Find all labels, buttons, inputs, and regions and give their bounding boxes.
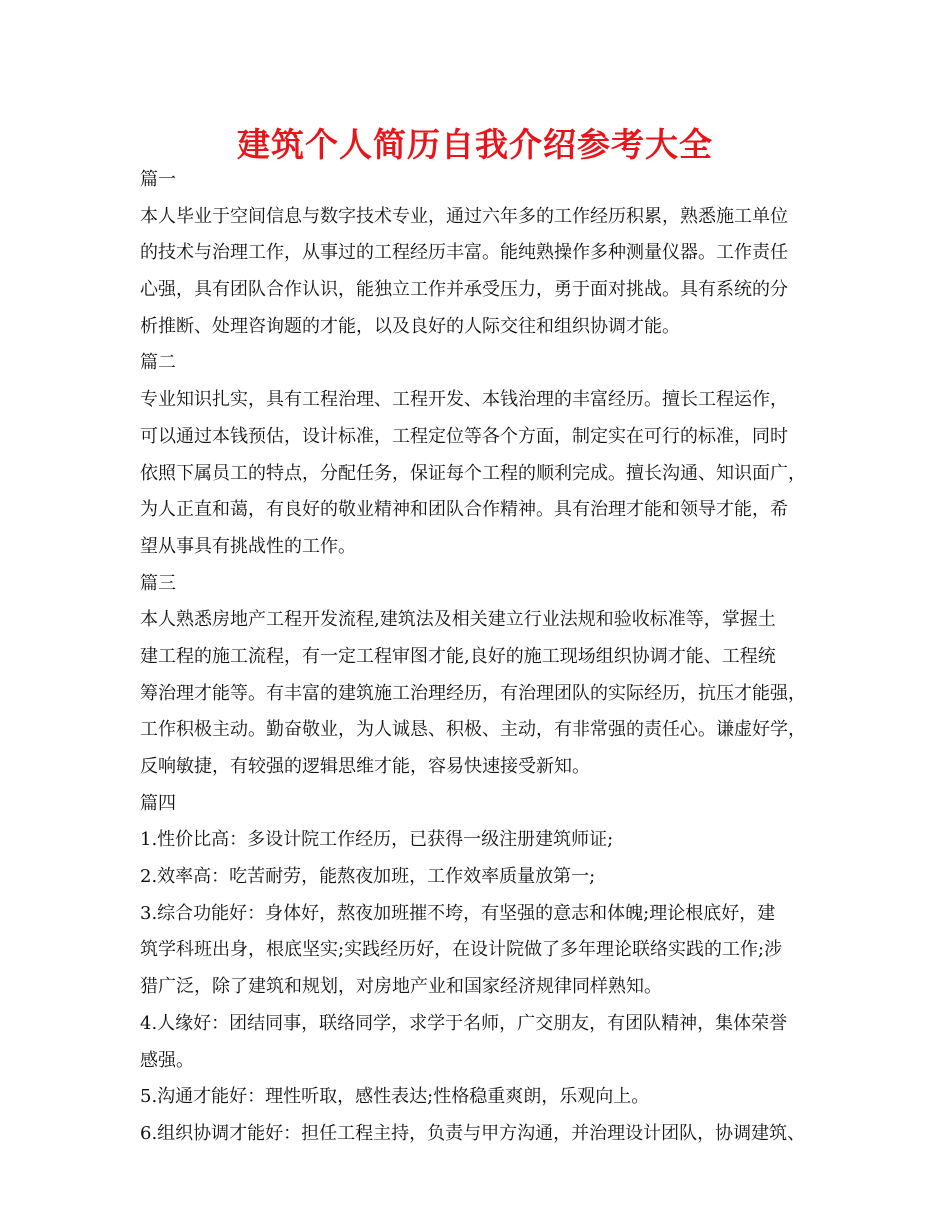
section-heading: 篇四 [140, 792, 176, 814]
section-heading: 篇二 [140, 352, 176, 374]
paragraph-line: 本人毕业于空间信息与数字技术专业，通过六年多的工作经历积累，熟悉施工单位 [140, 205, 788, 227]
paragraph-line: 可以通过本钱预估，设计标准，工程定位等各个方面，制定实在可行的标准，同时 [140, 425, 788, 447]
paragraph-line: 的技术与治理工作，从事过的工程经历丰富。能纯熟操作多种测量仪器。工作责任 [140, 242, 788, 264]
paragraph-line: 反响敏捷，有较强的逻辑思维才能，容易快速接受新知。 [140, 756, 590, 777]
list-item-line: 5.沟通才能好：理性听取，感性表达;性格稳重爽朗，乐观向上。 [140, 1086, 650, 1108]
list-item-line: 1.性价比高：多设计院工作经历，已获得一级注册建筑师证; [140, 829, 614, 851]
section-heading: 篇一 [140, 169, 176, 190]
paragraph-line: 为人正直和蔼，有良好的敬业精神和团队合作精神。具有治理才能和领导才能，希 [140, 499, 788, 521]
paragraph-line: 筹治理才能等。有丰富的建筑施工治理经历，有治理团队的实际经历，抗压才能强， [140, 682, 806, 704]
document-body [140, 165, 820, 1156]
paragraph-line: 析推断、处理咨询题的才能，以及良好的人际交往和组织协调才能。 [140, 315, 680, 337]
paragraph-line: 心强，具有团队合作认识，能独立工作并承受压力，勇于面对挑战。具有系统的分 [140, 279, 788, 301]
paragraph-line: 依照下属员工的特点，分配任务，保证每个工程的顺利完成。擅长沟通、知识面广， [140, 462, 806, 484]
list-item-line: 6.组织协调才能好：担任工程主持，负责与甲方沟通，并治理设计团队，协调建筑、 [140, 1122, 806, 1144]
paragraph-line: 建工程的施工流程，有一定工程审图才能,良好的施工现场组织协调才能、工程统 [140, 645, 776, 667]
paragraph-line: 工作积极主动。勤奋敬业，为人诚恳、积极、主动，有非常强的责任心。谦虚好学， [140, 719, 806, 741]
section-heading: 篇三 [140, 572, 176, 594]
list-item-line: 感强。 [140, 1049, 194, 1071]
paragraph-line: 专业知识扎实，具有工程治理、工程开发、本钱治理的丰富经历。擅长工程运作， [140, 389, 788, 411]
list-item-line: 2.效率高：吃苦耐劳，能熬夜加班，工作效率质量放第一; [140, 866, 596, 888]
paragraph-line: 望从事具有挑战性的工作。 [140, 535, 356, 557]
list-item-line: 猎广泛，除了建筑和规划，对房地产业和国家经济规律同样熟知。 [140, 976, 662, 998]
paragraph-line: 本人熟悉房地产工程开发流程,建筑法及相关建立行业法规和验收标准等，掌握土 [140, 609, 776, 631]
list-item-line: 4.人缘好：团结同事，联络同学，求学于名师，广交朋友，有团队精神，集体荣誉 [140, 1012, 788, 1034]
list-item-line: 筑学科班出身，根底坚实;实践经历好，在设计院做了多年理论联络实践的工作;涉 [140, 939, 783, 961]
document-title: 建筑个人简历自我介绍参考大全 [237, 125, 713, 164]
list-item-line: 3.综合功能好：身体好，熬夜加班摧不垮，有坚强的意志和体魄;理论根底好，建 [140, 902, 776, 924]
